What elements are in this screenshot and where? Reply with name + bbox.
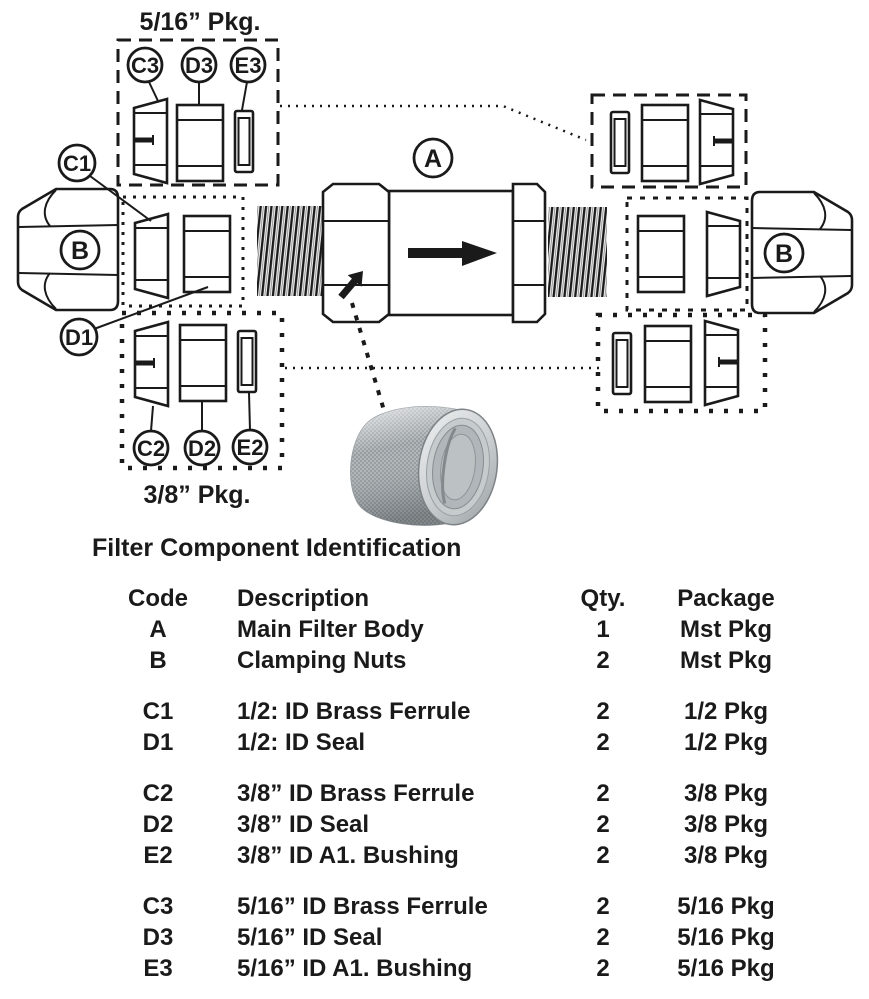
qty-cell: 2 bbox=[596, 893, 610, 920]
package-cell: 1/2 Pkg bbox=[683, 698, 769, 725]
table-header-row bbox=[100, 583, 820, 614]
svg-text:C2: C2 bbox=[136, 436, 166, 461]
right-hex-section bbox=[513, 184, 545, 322]
svg-text:D3: D3 bbox=[184, 53, 214, 78]
svg-text:C3: C3 bbox=[130, 53, 160, 78]
svg-text:D1: D1 bbox=[64, 325, 94, 350]
code-cell: B bbox=[149, 647, 167, 674]
code-cell: C1 bbox=[142, 698, 174, 725]
description-cell: 5/16” ID A1. Bushing bbox=[237, 955, 473, 982]
qty-cell: 2 bbox=[596, 924, 610, 951]
svg-text:A: A bbox=[423, 145, 443, 173]
callout-e2 bbox=[233, 430, 267, 464]
svg-text:B: B bbox=[70, 237, 90, 265]
table-row bbox=[100, 809, 820, 840]
qty-cell: 1 bbox=[596, 616, 610, 643]
qty-cell: 2 bbox=[596, 780, 610, 807]
callout-d3 bbox=[182, 48, 216, 82]
package-cell: 1/2 Pkg bbox=[683, 729, 769, 756]
svg-text:D2: D2 bbox=[187, 436, 217, 461]
component-table bbox=[100, 583, 820, 984]
svg-text:E3: E3 bbox=[234, 53, 262, 78]
qty-cell: 2 bbox=[596, 729, 610, 756]
table-row bbox=[100, 727, 820, 758]
description-cell: 1/2: ID Seal bbox=[237, 729, 366, 756]
callout-a bbox=[414, 139, 452, 177]
qty-cell: 2 bbox=[596, 698, 610, 725]
callout-d1 bbox=[61, 319, 97, 355]
ferrule-c2 bbox=[135, 322, 168, 406]
header-package: Package bbox=[677, 585, 775, 612]
description-cell: Clamping Nuts bbox=[237, 647, 407, 674]
callout-c2 bbox=[134, 431, 168, 465]
package-cell: Mst Pkg bbox=[679, 647, 772, 674]
code-cell: E2 bbox=[143, 842, 173, 869]
code-cell: A bbox=[149, 616, 167, 643]
qty-cell: 2 bbox=[596, 842, 610, 869]
description-cell: Main Filter Body bbox=[237, 616, 424, 643]
qty-cell: 2 bbox=[596, 811, 610, 838]
table-row bbox=[100, 922, 820, 953]
callout-b-left bbox=[61, 231, 99, 269]
header-description: Description bbox=[237, 585, 370, 612]
callout-e3 bbox=[231, 48, 265, 82]
svg-text:E2: E2 bbox=[236, 435, 264, 460]
ferrule-c3-right bbox=[700, 100, 733, 184]
qty-cell: 2 bbox=[596, 955, 610, 982]
svg-text:B: B bbox=[774, 240, 794, 268]
table-row bbox=[100, 696, 820, 727]
seal-d2-right bbox=[645, 326, 691, 402]
header-qty: Qty. bbox=[580, 585, 626, 612]
description-cell: 1/2: ID Brass Ferrule bbox=[237, 698, 471, 725]
ferrule-c1 bbox=[135, 214, 168, 298]
code-cell: C2 bbox=[142, 780, 174, 807]
callout-c3 bbox=[128, 48, 162, 82]
callout-d2 bbox=[185, 431, 219, 465]
seal-d2 bbox=[180, 325, 226, 401]
package-cell: 5/16 Pkg bbox=[677, 924, 775, 951]
qty-cell: 2 bbox=[596, 647, 610, 674]
seal-d1 bbox=[184, 216, 230, 292]
code-cell: D3 bbox=[142, 924, 174, 951]
table-row bbox=[100, 840, 820, 871]
callout-c1 bbox=[59, 145, 95, 181]
main-filter-body bbox=[257, 184, 607, 322]
code-cell: E3 bbox=[143, 955, 173, 982]
package-cell: 5/16 Pkg bbox=[677, 955, 775, 982]
ferrule-c2-right bbox=[705, 321, 738, 405]
header-code: Code bbox=[128, 585, 188, 612]
ferrule-c1-right bbox=[707, 212, 740, 296]
bushing-e2-right bbox=[613, 333, 631, 394]
bushing-e3-right bbox=[611, 112, 629, 173]
table-row bbox=[100, 891, 820, 922]
package-cell: 3/8 Pkg bbox=[683, 780, 769, 807]
code-cell: D1 bbox=[142, 729, 174, 756]
package-cell: Mst Pkg bbox=[679, 616, 772, 643]
code-cell: D2 bbox=[142, 811, 174, 838]
description-cell: 3/8” ID A1. Bushing bbox=[237, 842, 459, 869]
ferrule-c3 bbox=[134, 99, 167, 183]
description-cell: 5/16” ID Seal bbox=[237, 924, 383, 951]
table-row bbox=[100, 953, 820, 984]
table-row bbox=[100, 614, 820, 645]
table-title: Filter Component Identification bbox=[92, 534, 462, 562]
bushing-e2 bbox=[238, 331, 256, 392]
package-label-516: 5/16” Pkg. bbox=[139, 8, 261, 36]
connector-top-dotted-line bbox=[280, 106, 586, 140]
filter-screen-photo bbox=[351, 404, 505, 530]
left-hex-section bbox=[323, 184, 389, 322]
package-label-38: 3/8” Pkg. bbox=[143, 481, 251, 509]
description-cell: 3/8” ID Brass Ferrule bbox=[237, 780, 475, 807]
right-thread-section bbox=[548, 207, 607, 297]
svg-text:C1: C1 bbox=[62, 151, 92, 176]
callout-b-right bbox=[765, 234, 803, 272]
package-cell: 3/8 Pkg bbox=[683, 811, 769, 838]
seal-d1-right bbox=[638, 216, 684, 292]
description-cell: 3/8” ID Seal bbox=[237, 811, 370, 838]
seal-d3 bbox=[177, 105, 223, 181]
package-cell: 3/8 Pkg bbox=[683, 842, 769, 869]
code-cell: C3 bbox=[142, 893, 174, 920]
table-row bbox=[100, 645, 820, 676]
left-thread-section bbox=[257, 206, 322, 296]
description-cell: 5/16” ID Brass Ferrule bbox=[237, 893, 488, 920]
table-row bbox=[100, 778, 820, 809]
package-cell: 5/16 Pkg bbox=[677, 893, 775, 920]
seal-d3-right bbox=[642, 105, 688, 181]
bushing-e3 bbox=[235, 111, 253, 172]
